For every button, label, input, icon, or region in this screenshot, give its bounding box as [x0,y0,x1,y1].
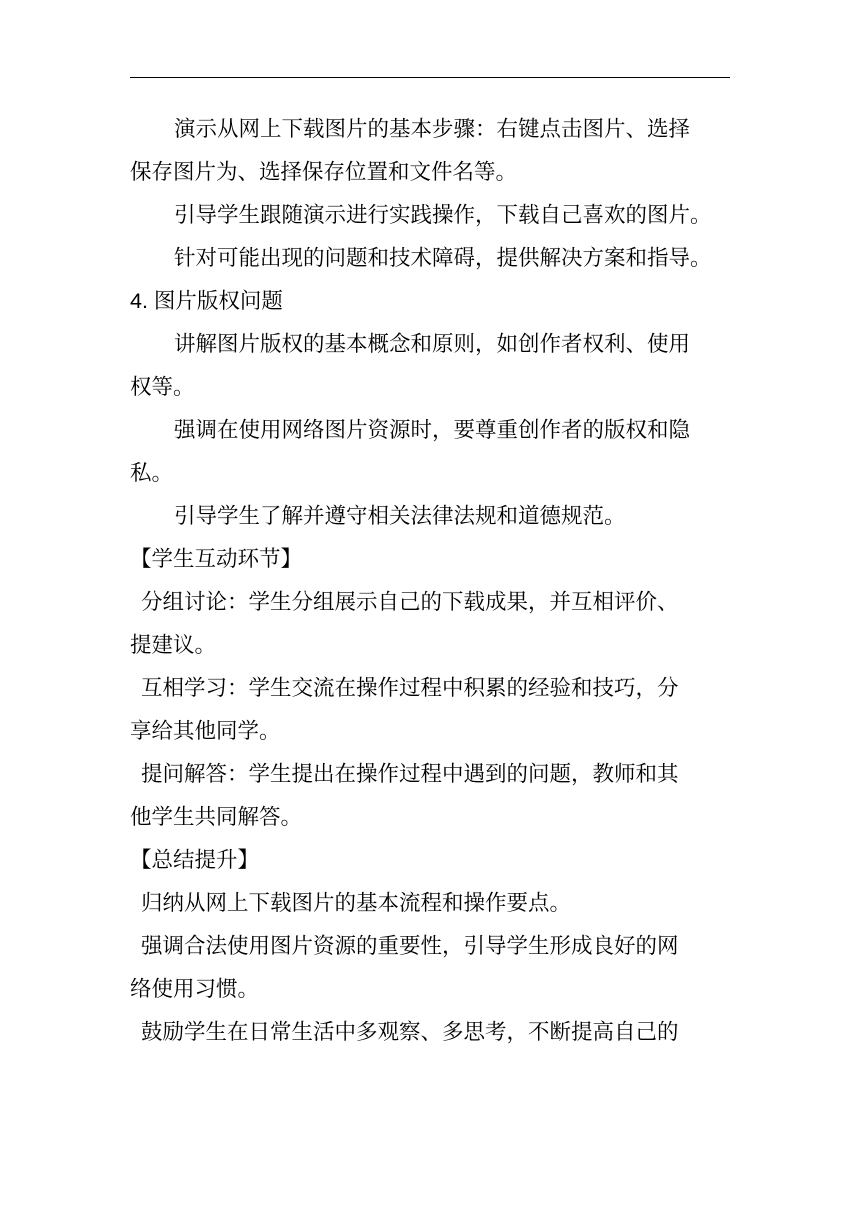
paragraph-line: 权等。 [130,375,195,400]
section-heading: 【总结提升】 [130,848,260,873]
paragraph-line: 私。 [130,461,174,486]
paragraph-line: 络使用习惯。 [130,977,260,1002]
paragraph-line: 归纳从网上下载图片的基本流程和操作要点。 [141,891,572,916]
paragraph-line: 针对可能出现的问题和技术障碍，提供解决方案和指导。 [174,246,712,271]
paragraph-line: 分组讨论：学生分组展示自己的下载成果，并互相评价、 [141,590,679,615]
section-heading: 【学生互动环节】 [130,547,303,572]
paragraph-line: 互相学习：学生交流在操作过程中积累的经验和技巧，分 [141,676,679,701]
section-heading: 4. 图片版权问题 [130,289,283,313]
document-body [130,108,730,1054]
paragraph-line: 享给其他同学。 [130,719,281,744]
paragraph-line: 引导学生跟随演示进行实践操作，下载自己喜欢的图片。 [174,203,712,228]
paragraph-line: 保存图片为、选择保存位置和文件名等。 [130,160,518,185]
paragraph-line: 提问解答：学生提出在操作过程中遇到的问题，教师和其 [141,762,679,787]
paragraph-line: 他学生共同解答。 [130,805,303,830]
paragraph-line: 强调合法使用图片资源的重要性，引导学生形成良好的网 [141,934,679,959]
header-rule [130,77,730,78]
paragraph-line: 鼓励学生在日常生活中多观察、多思考，不断提高自己的 [141,1020,679,1045]
paragraph-line: 引导学生了解并遵守相关法律法规和道德规范。 [174,504,626,529]
paragraph-line: 讲解图片版权的基本概念和原则，如创作者权利、使用 [174,332,691,357]
paragraph-line: 提建议。 [130,633,217,658]
paragraph-line: 演示从网上下载图片的基本步骤：右键点击图片、选择 [174,117,691,142]
paragraph-line: 强调在使用网络图片资源时，要尊重创作者的版权和隐 [174,418,691,443]
